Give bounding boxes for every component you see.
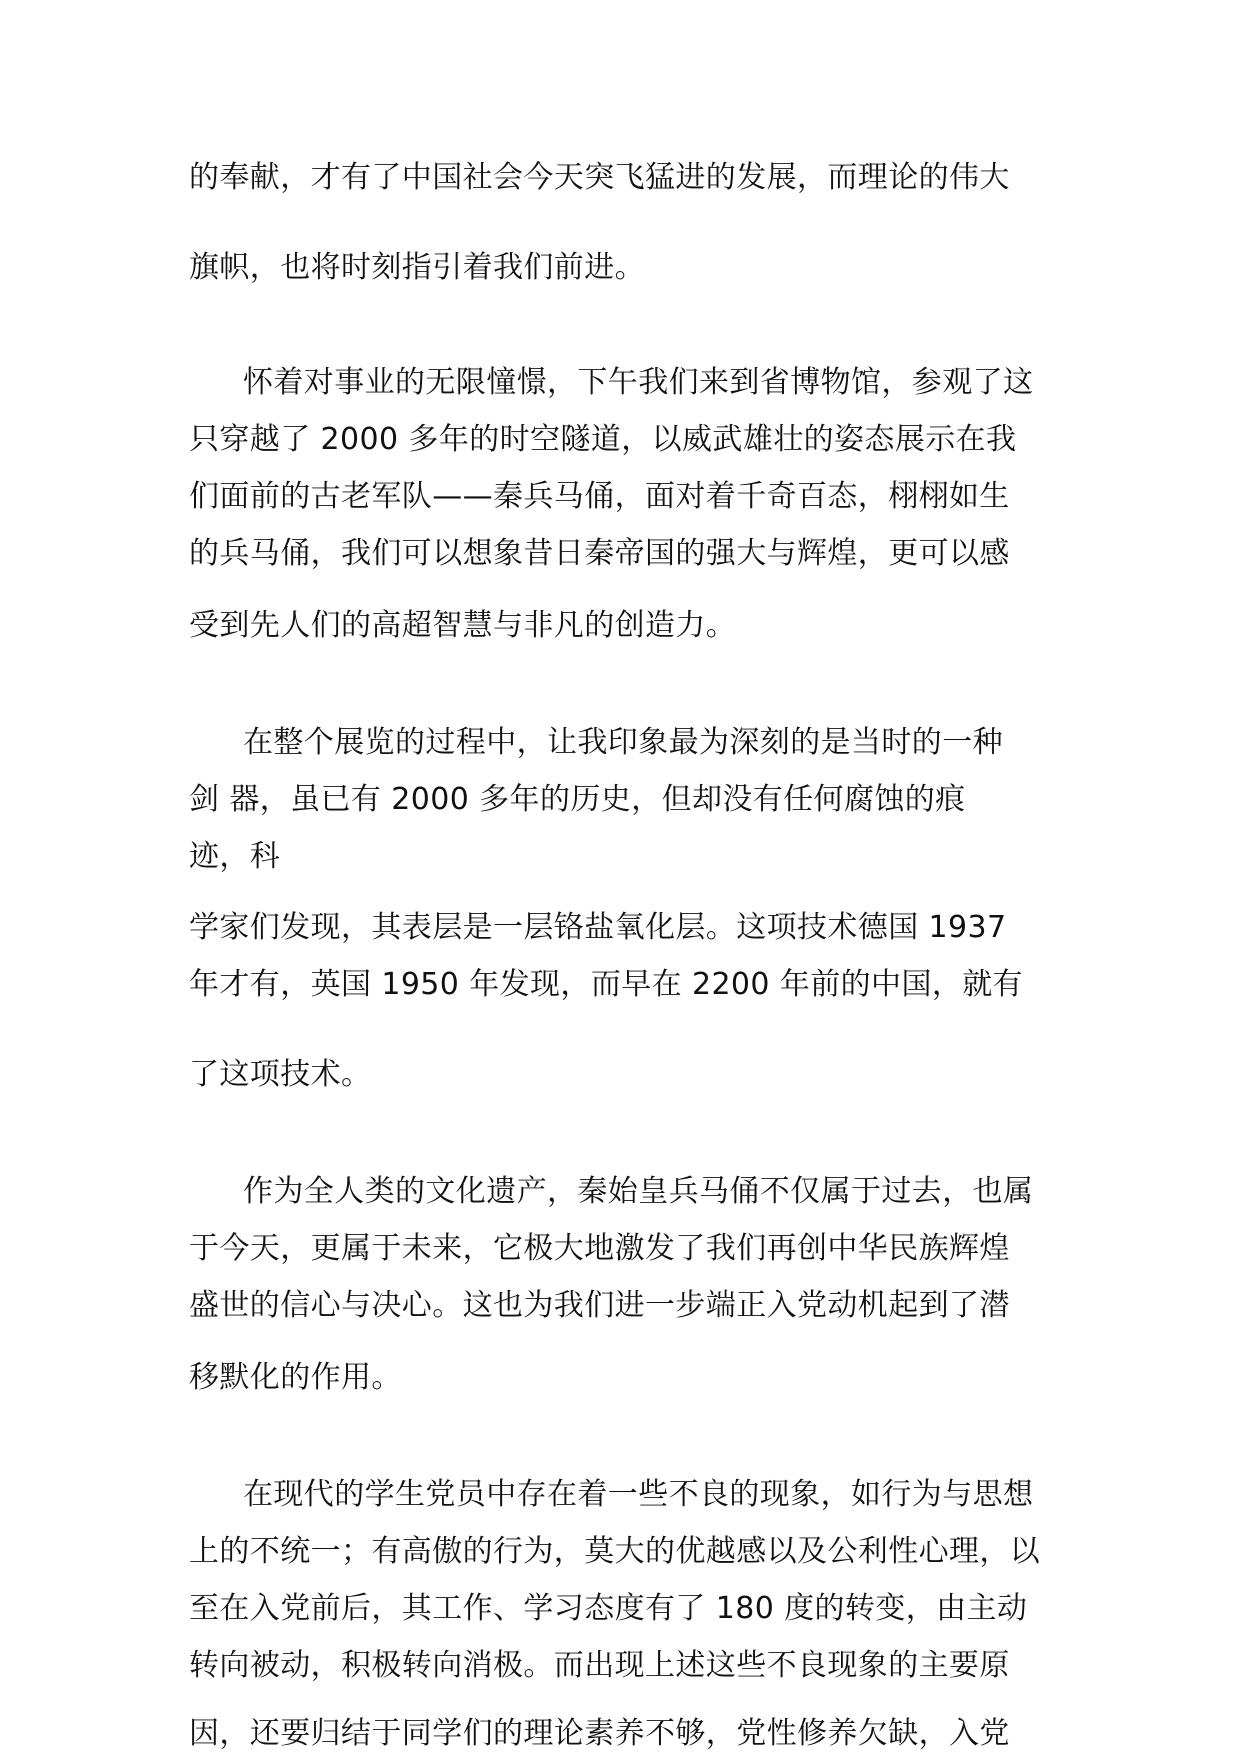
text-line: 因，还要归结于同学们的理论素养不够，党性修养欠缺，入党: [189, 1716, 1010, 1751]
text-line: 了这项技术。: [189, 1057, 372, 1092]
paragraph-first-line: 在现代的学生党员中存在着一些不良的现象，如行为与思想: [243, 1477, 1034, 1512]
text-line: 移默化的作用。: [189, 1360, 402, 1395]
paragraph-first-line: 怀着对事业的无限憧憬，下午我们来到省博物馆，参观了这: [243, 365, 1034, 400]
text-line: 受到先人们的高超智慧与非凡的创造力。: [189, 608, 737, 643]
text-line: 学家们发现，其表层是一层铬盐氧化层。这项技术德国 1937: [189, 910, 1007, 945]
paragraph-first-line: 在整个展览的过程中，让我印象最为深刻的是当时的一种: [243, 725, 1003, 760]
text-line: 的兵马俑，我们可以想象昔日秦帝国的强大与辉煌，更可以感: [189, 536, 1010, 571]
text-line: 们面前的古老军队——秦兵马俑，面对着千奇百态，栩栩如生: [189, 479, 1010, 514]
paragraph-first-line: 作为全人类的文化遗产，秦始皇兵马俑不仅属于过去，也属: [243, 1174, 1034, 1209]
text-line: 于今天，更属于未来，它极大地激发了我们再创中华民族辉煌: [189, 1231, 1010, 1266]
text-line: 上的不统一；有高傲的行为，莫大的优越感以及公利性心理，以: [189, 1534, 1041, 1569]
text-line: 盛世的信心与决心。这也为我们进一步端正入党动机起到了潜: [189, 1288, 1010, 1323]
text-line: 年才有，英国 1950 年发现，而早在 2200 年前的中国，就有: [189, 967, 1024, 1002]
text-line: 剑 器，虽已有 2000 多年的历史，但却没有任何腐蚀的痕: [189, 782, 966, 817]
text-line: 旗帜，也将时刻指引着我们前进。: [189, 250, 645, 285]
text-line: 转向被动，积极转向消极。而出现上述这些不良现象的主要原: [189, 1648, 1010, 1683]
text-line: 至在入党前后，其工作、学习态度有了 180 度的转变，由主动: [189, 1591, 1028, 1626]
text-line: 迹，科: [189, 839, 281, 874]
text-line: 的奉献，才有了中国社会今天突飞猛进的发展，而理论的伟大: [189, 160, 1010, 195]
text-line: 只穿越了 2000 多年的时空隧道，以威武雄壮的姿态展示在我: [189, 422, 1017, 457]
